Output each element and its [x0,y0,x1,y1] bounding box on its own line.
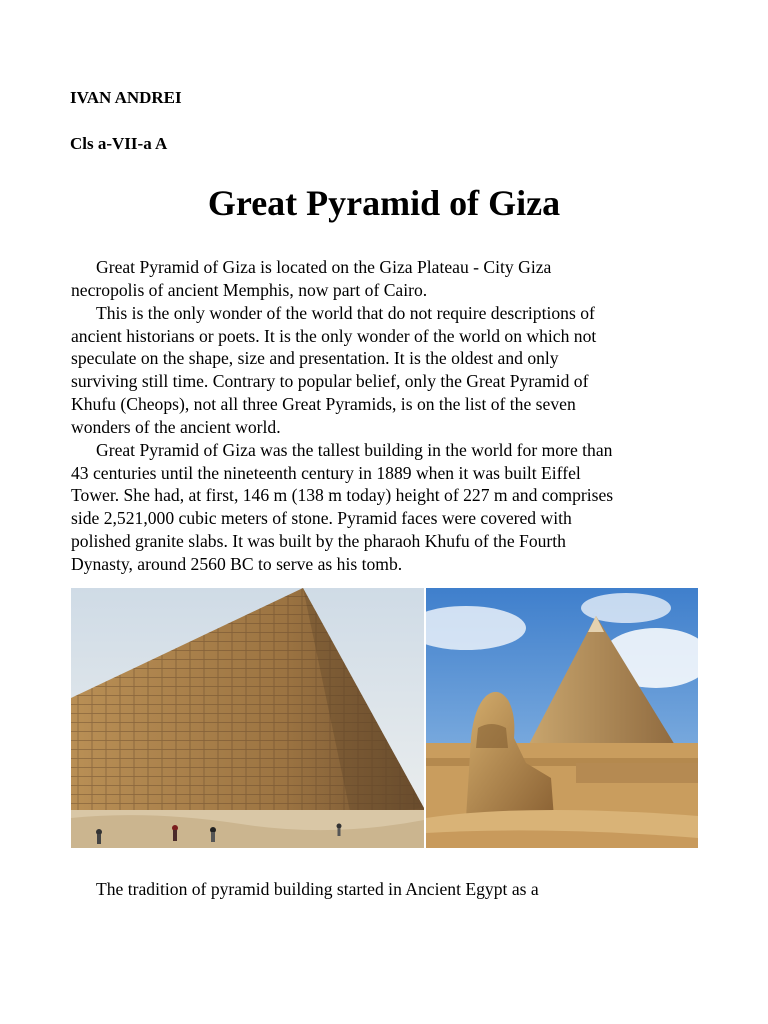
paragraph-line: Great Pyramid of Giza was the tallest building in the world for more than [96,439,613,460]
paragraph-line: necropolis of ancient Memphis, now part of Cairo. [71,279,428,300]
paragraph-line: This is the only wonder of the world that do not require descriptions of [96,302,595,323]
paragraph-line: polished granite slabs. It was built by the pharaoh Khufu of the Fourth [71,531,566,552]
paragraph-line: surviving still time. Contrary to popular belief, only the Great Pyramid of [71,371,589,392]
paragraph-line: side 2,521,000 cubic meters of stone. Pyramid faces were covered with [71,508,572,529]
document-title: Great Pyramid of Giza [207,183,561,223]
pyramid-photo [71,588,424,848]
body-text [71,256,701,576]
sphinx-photo [426,588,698,848]
author-name: IVAN ANDREI [70,88,182,107]
paragraph-line: Khufu (Cheops), not all three Great Pyramids, is on the list of the seven [71,394,576,415]
paragraph-line: Dynasty, around 2560 BC to serve as his tomb. [71,553,403,574]
paragraph-line: wonders of the ancient world. [71,416,281,437]
pyramid-photo-image [71,588,424,848]
paragraph-line: Great Pyramid of Giza is located on the Giza Plateau - City Giza [96,257,552,277]
paragraph-line: 43 centuries until the nineteenth century in 1889 when it was built Eiffel [71,462,581,483]
paragraph-line: Tower. She had, at first, 146 m (138 m today) height of 227 m and comprises [71,485,614,506]
continuation-line: The tradition of pyramid building started in Ancient Egypt as a [96,879,539,899]
paragraph-line: speculate on the shape, size and presentation. It is the oldest and only [71,348,559,369]
sphinx-photo-image [426,588,698,848]
class-label: Cls a-VII-a A [70,134,168,153]
paragraph-line: ancient historians or poets. It is the only wonder of the world on which not [71,325,597,346]
